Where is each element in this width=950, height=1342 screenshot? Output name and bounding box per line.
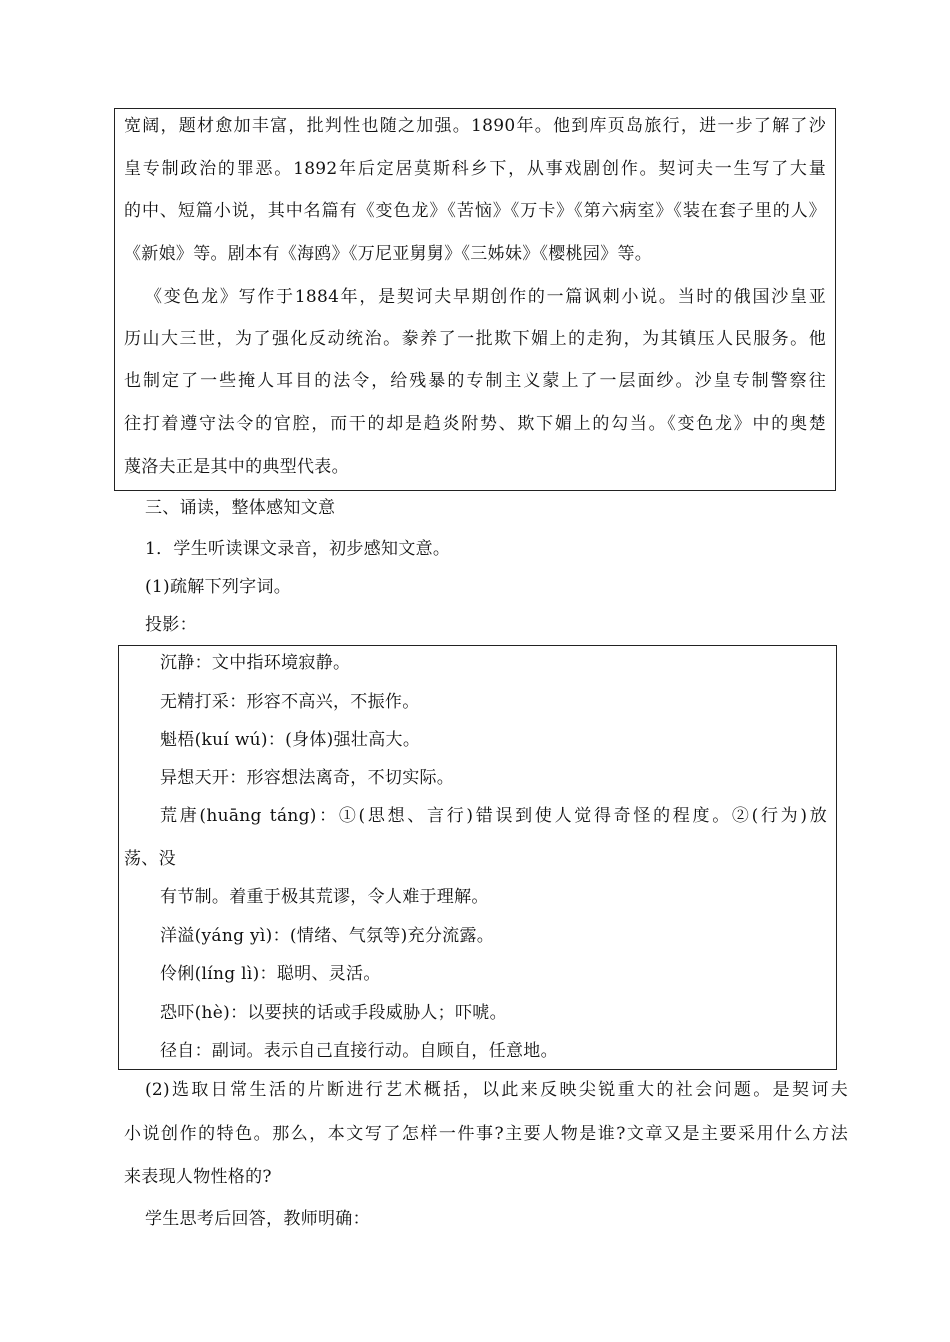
vocab-item: 荒唐(huāng táng)：①(思想、言行)错误到使人觉得奇怪的程度。②(行为)放 [160, 806, 827, 826]
vocab-item: 异想天开：形容想法离奇，不切实际。 [160, 768, 455, 788]
intro-line: 《变色龙》写作于1884年，是契诃夫早期创作的一篇讽刺小说。当时的俄国沙皇亚 [145, 287, 826, 307]
intro-line: 宽阔，题材愈加丰富，批判性也随之加强。1890年。他到库页岛旅行，进一步了解了沙 [124, 116, 826, 136]
step-1: 1．学生听读课文录音，初步感知文意。 [145, 539, 451, 559]
projection-label: 投影： [145, 615, 197, 635]
vocab-item: 无精打采：形容不高兴，不振作。 [160, 692, 420, 712]
vocab-item: 有节制。着重于极其荒谬，令人难于理解。 [160, 887, 489, 907]
sub-step-1: (1)疏解下列字词。 [145, 577, 292, 597]
intro-line: 蔑洛夫正是其中的典型代表。 [124, 457, 349, 477]
vocab-item: 沉静：文中指环境寂静。 [160, 653, 351, 673]
paragraph-line: 来表现人物性格的? [124, 1167, 272, 1187]
intro-line: 的中、短篇小说，其中名篇有《变色龙》《苦恼》《万卡》《第六病室》《装在套子里的人》 [124, 201, 826, 221]
section-heading: 三、诵读，整体感知文意 [145, 498, 336, 518]
vocab-item: 恐吓(hè)：以要挟的话或手段威胁人；吓唬。 [160, 1003, 507, 1023]
intro-line: 皇专制政治的罪恶。1892年后定居莫斯科乡下，从事戏剧创作。契诃夫一生写了大量 [124, 159, 826, 179]
vocab-item: 魁梧(kuí wú)：(身体)强壮高大。 [160, 730, 421, 750]
intro-line: 历山大三世，为了强化反动统治。豢养了一批欺下媚上的走狗，为其镇压人民服务。他 [124, 329, 826, 349]
paragraph-line: 小说创作的特色。那么，本文写了怎样一件事?主要人物是谁?文章又是主要采用什么方法 [124, 1124, 848, 1144]
intro-line: 《新娘》等。剧本有《海鸥》《万尼亚舅舅》《三姊妹》《樱桃园》等。 [124, 244, 653, 264]
vocab-item: 径自：副词。表示自己直接行动。自顾自，任意地。 [160, 1041, 558, 1061]
paragraph-line: 学生思考后回答，教师明确： [145, 1209, 370, 1229]
vocab-item: 荡、没 [124, 849, 176, 869]
vocab-item: 洋溢(yáng yì)：(情绪、气氛等)充分流露。 [160, 926, 495, 946]
paragraph-line: (2)选取日常生活的片断进行艺术概括，以此来反映尖锐重大的社会问题。是契诃夫 [145, 1080, 848, 1100]
intro-line: 往打着遵守法令的官腔，而干的却是趋炎附势、欺下媚上的勾当。《变色龙》中的奥楚 [124, 414, 826, 434]
vocab-item: 伶俐(líng lì)：聪明、灵活。 [160, 964, 381, 984]
intro-line: 也制定了一些掩人耳目的法令，给残暴的专制主义蒙上了一层面纱。沙皇专制警察往 [124, 371, 826, 391]
